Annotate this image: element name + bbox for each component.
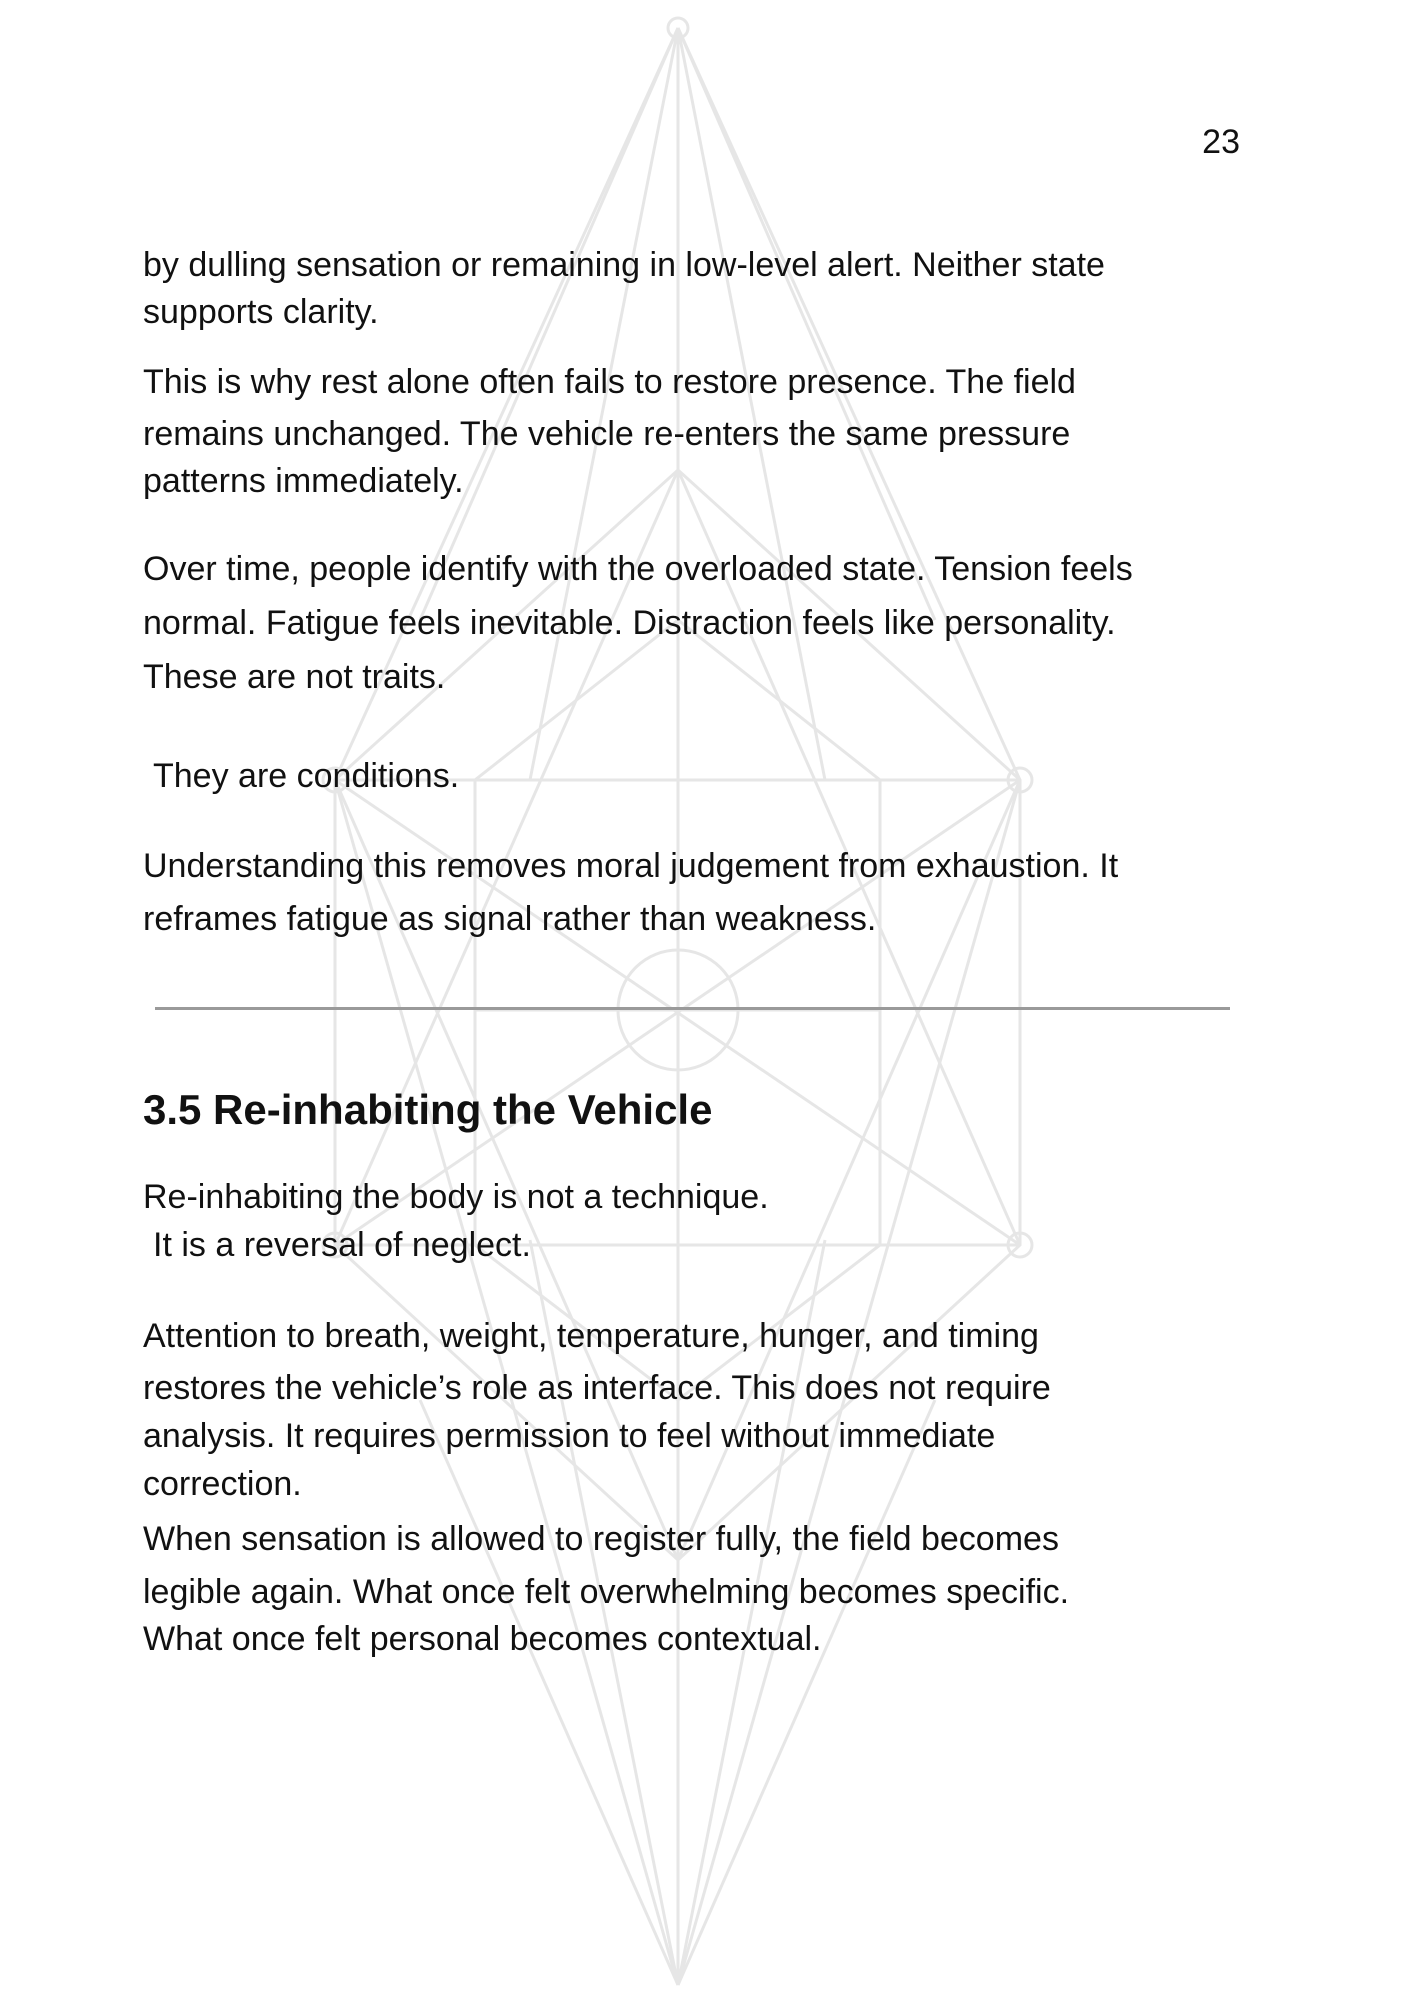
body-line: Attention to breath, weight, temperature, hunger, and timing (143, 1317, 1039, 1355)
body-line: This is why rest alone often fails to restore presence. The field (143, 363, 1076, 401)
body-line: analysis. It requires permission to feel without immediate (143, 1417, 996, 1455)
section-heading: 3.5 Re-inhabiting the Vehicle (143, 1086, 713, 1133)
body-line: What once felt personal becomes contextual. (143, 1620, 822, 1658)
body-line: Understanding this removes moral judgement from exhaustion. It (143, 847, 1119, 885)
section-divider (155, 1007, 1230, 1010)
body-line: restores the vehicle’s role as interface. This does not require (143, 1369, 1051, 1407)
body-line: patterns immediately. (143, 462, 464, 500)
body-line: remains unchanged. The vehicle re-enters the same pressure (143, 415, 1071, 453)
body-line: supports clarity. (143, 293, 379, 331)
body-line: Over time, people identify with the overloaded state. Tension feels (143, 550, 1133, 588)
body-line: It is a reversal of neglect. (153, 1226, 531, 1264)
body-line: normal. Fatigue feels inevitable. Distraction feels like personality. (143, 604, 1116, 642)
body-line: legible again. What once felt overwhelming becomes specific. (143, 1573, 1070, 1611)
body-line: by dulling sensation or remaining in low-level alert. Neither state (143, 246, 1105, 284)
page-number: 23 (1202, 123, 1240, 161)
body-line: When sensation is allowed to register fully, the field becomes (143, 1520, 1059, 1558)
body-line: correction. (143, 1465, 302, 1503)
body-line: reframes fatigue as signal rather than weakness. (143, 900, 877, 938)
body-line: Re-inhabiting the body is not a technique. (143, 1178, 769, 1216)
body-line: They are conditions. (153, 757, 460, 795)
body-line: These are not traits. (143, 658, 446, 696)
